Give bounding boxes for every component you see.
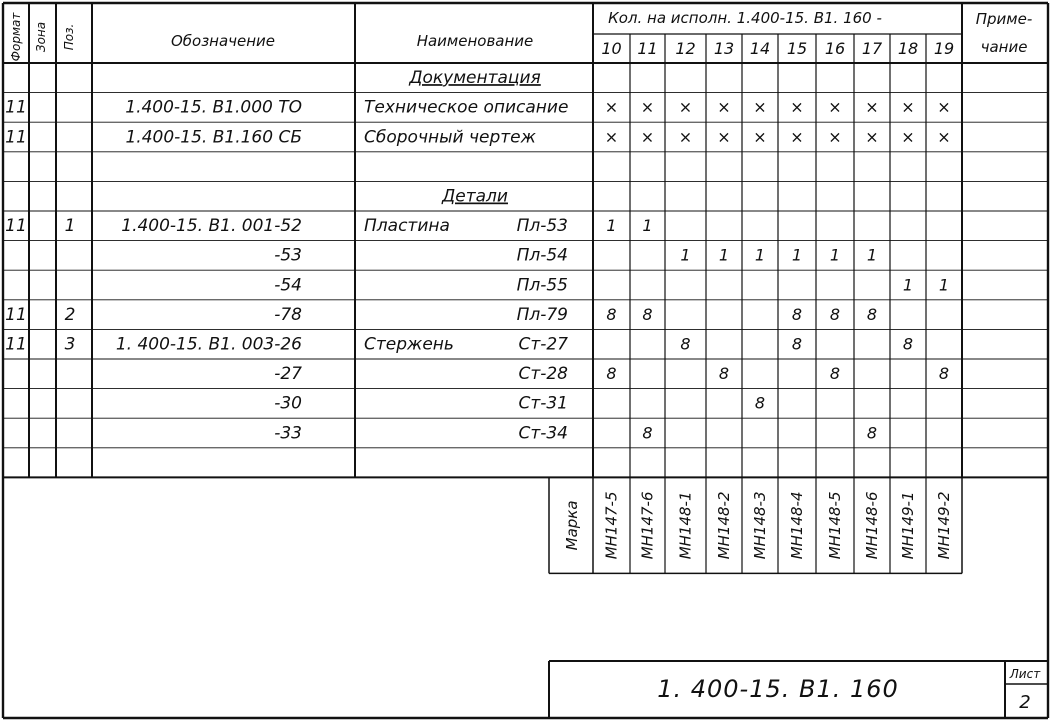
name-mark-cell: Пл-54 — [516, 245, 568, 266]
quantity-cell: 1 — [642, 216, 653, 236]
quantity-cell: × — [790, 127, 804, 147]
header-name-label: Наименование — [416, 32, 534, 50]
position-cell: 2 — [64, 304, 76, 325]
table-row — [5, 305, 877, 325]
quantity-cell: 1 — [829, 245, 841, 265]
name-mark-cell: Ст-31 — [518, 393, 568, 414]
quantity-cell: × — [678, 97, 693, 117]
quantity-cell: × — [937, 97, 951, 117]
format-cell: 11 — [5, 127, 27, 148]
quantity-cell: × — [717, 127, 731, 147]
format-cell: 11 — [5, 334, 27, 355]
quantity-cell: 1 — [938, 275, 950, 295]
quantity-cell: × — [717, 97, 731, 117]
position-cell: 1 — [64, 216, 76, 237]
marks-label: Марка — [563, 500, 581, 551]
table-row — [5, 216, 652, 236]
quantity-cell: 8 — [606, 364, 617, 384]
designation-cell: -30 — [274, 393, 302, 414]
document-code: 1. 400-15. В1. 160 — [657, 675, 899, 703]
quantity-cell: × — [640, 127, 655, 147]
quantity-cell: 8 — [829, 364, 841, 384]
mark-value: МН149-1 — [899, 491, 917, 560]
mark-value: МН148-1 — [676, 491, 695, 560]
mark-value: МН147-5 — [602, 491, 621, 560]
quantity-cell: × — [753, 97, 767, 117]
quantity-cell: × — [828, 127, 842, 147]
quantity-cell: 8 — [866, 304, 878, 324]
quantity-cell: 8 — [642, 423, 653, 443]
name-mark-cell: Пл-53 — [516, 216, 568, 237]
mark-value: МН148-4 — [788, 491, 806, 560]
quantity-cell: × — [640, 97, 655, 117]
name-mark-cell: Пл-55 — [516, 275, 568, 296]
quantity-cell: 8 — [680, 334, 691, 354]
header-designation-label: Обозначение — [170, 32, 276, 50]
designation-cell: -53 — [274, 245, 302, 266]
header-pos-label: Поз. — [62, 23, 76, 51]
marks-row — [563, 491, 953, 559]
mark-value: МН148-2 — [715, 491, 733, 560]
quantity-cell: 1 — [680, 245, 691, 265]
quantity-cell: 1 — [718, 245, 730, 265]
designation-cell: 1. 400-15. В1. 003-26 — [115, 334, 302, 355]
name-cell: Пластина — [364, 216, 450, 237]
quantity-cell: 1 — [791, 245, 803, 265]
name-mark-cell: Ст-34 — [518, 423, 568, 444]
name-mark-cell: Ст-28 — [518, 364, 568, 385]
quantity-cell: × — [753, 127, 767, 147]
quantity-cell: 8 — [718, 364, 730, 384]
mark-value: МН147-6 — [638, 491, 657, 560]
execution-number: 19 — [933, 39, 955, 58]
designation-cell: -27 — [274, 364, 302, 385]
table-row — [274, 423, 877, 443]
sheet-label: Лист — [1009, 667, 1041, 681]
table-row — [274, 394, 765, 414]
table-body — [5, 68, 951, 443]
quantity-cell: × — [678, 127, 693, 147]
quantity-cell: × — [901, 97, 915, 117]
table-row — [441, 187, 508, 207]
quantity-cell: 8 — [902, 334, 914, 354]
designation-cell: 1.400-15. В1.000 ТО — [125, 97, 302, 118]
header-note-label-line1: Приме- — [975, 10, 1033, 28]
sheet-number: 2 — [1019, 692, 1031, 713]
quantity-cell: 1 — [902, 275, 914, 295]
section-heading: Детали — [442, 186, 508, 207]
quantity-cell: 8 — [866, 423, 878, 443]
name-cell: Сборочный чертеж — [364, 127, 536, 148]
table-row — [274, 364, 949, 384]
quantity-cell: 8 — [791, 304, 803, 324]
designation-cell: -33 — [274, 423, 302, 444]
execution-number: 11 — [637, 39, 658, 58]
quantity-cell: 8 — [642, 304, 653, 324]
table-row — [5, 335, 913, 355]
execution-number: 17 — [861, 39, 883, 58]
position-cell: 3 — [64, 334, 76, 355]
quantity-cell: × — [937, 127, 951, 147]
table-row — [274, 246, 877, 266]
header-zone-label: Зона — [34, 21, 48, 53]
quantity-cell: 1 — [754, 245, 766, 265]
quantity-cell: 8 — [606, 304, 617, 324]
mark-value: МН149-2 — [935, 491, 953, 560]
quantity-cell: 8 — [938, 364, 950, 384]
format-cell: 11 — [5, 304, 27, 325]
table-row — [5, 98, 951, 118]
quantity-cell: 1 — [606, 216, 617, 236]
execution-number: 15 — [786, 39, 808, 58]
format-cell: 11 — [5, 97, 27, 118]
designation-cell: -54 — [274, 275, 302, 296]
quantity-cell: 8 — [791, 334, 803, 354]
table-row — [274, 275, 949, 295]
header-note-label-line2: чание — [980, 38, 1028, 56]
name-mark-cell: Пл-79 — [516, 304, 568, 325]
header-format-label: Формат — [9, 12, 23, 62]
mark-value: МН148-5 — [826, 491, 844, 560]
execution-number: 16 — [824, 39, 846, 58]
designation-cell: 1.400-15. В1. 001-52 — [121, 216, 302, 237]
name-cell: Техническое описание — [364, 97, 569, 118]
quantity-cell: 8 — [754, 393, 766, 413]
designation-cell: -78 — [274, 304, 302, 325]
mark-value: МН148-6 — [863, 491, 881, 560]
quantity-cell: × — [901, 127, 915, 147]
execution-number: 10 — [601, 39, 622, 58]
table-row — [5, 127, 951, 147]
table-row — [408, 68, 541, 88]
quantity-cell: × — [865, 127, 879, 147]
quantity-cell: × — [790, 97, 804, 117]
quantity-cell: 8 — [829, 304, 841, 324]
quantity-cell: × — [604, 97, 619, 117]
quantity-cell: 1 — [866, 245, 878, 265]
header-quantity-label: Кол. на исполн. 1.400-15. В1. 160 - — [608, 9, 882, 27]
format-cell: 11 — [5, 216, 27, 237]
quantity-cell: × — [865, 97, 879, 117]
name-cell: Стержень — [364, 334, 454, 355]
quantity-cell: × — [828, 97, 842, 117]
designation-cell: 1.400-15. В1.160 СБ — [125, 127, 302, 148]
execution-number: 12 — [675, 39, 696, 58]
quantity-cell: × — [604, 127, 619, 147]
name-mark-cell: Ст-27 — [518, 334, 568, 355]
execution-number: 13 — [713, 39, 735, 58]
mark-value: МН148-3 — [751, 491, 769, 560]
execution-number: 18 — [897, 39, 919, 58]
execution-number: 14 — [749, 39, 771, 58]
section-heading: Документация — [409, 68, 541, 89]
